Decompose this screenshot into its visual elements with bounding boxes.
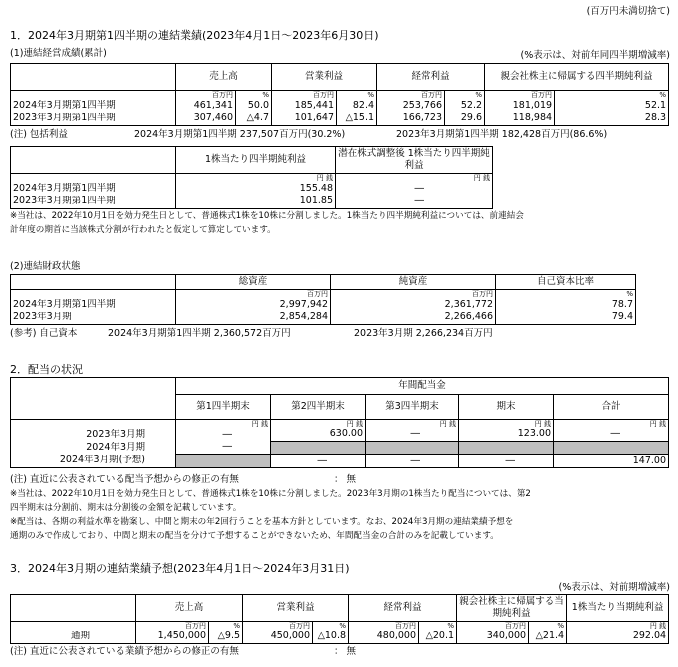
cell-blank bbox=[459, 442, 554, 455]
dividend-note-line: 通期のみで作成しており、中間と期末の配当を分けて予想することができないため、年間配当金の合計のみを記載しています。 bbox=[10, 531, 499, 541]
cell: 1,450,000 bbox=[136, 631, 209, 644]
row-label: 2024年3月期第1四半期 bbox=[11, 183, 176, 196]
header-operating-income: 営業利益 bbox=[272, 64, 377, 91]
header-q1: 第1四半期末 bbox=[176, 395, 271, 420]
unit-blank bbox=[11, 91, 176, 100]
cell: 147.00 bbox=[554, 455, 669, 468]
section4-title: 3．2024年3月期の連結業績予想(2023年4月1日～2024年3月31日) bbox=[10, 562, 350, 575]
dividend-note-line: 四半期末は分割前、期末は分割後の金額を記載しています。 bbox=[10, 503, 242, 513]
blank-header bbox=[11, 275, 176, 290]
section2-title: (2)連結財政状態 bbox=[10, 261, 81, 272]
unit-pct: % bbox=[496, 290, 636, 299]
cell-blank bbox=[271, 442, 366, 455]
cell: △9.5 bbox=[209, 631, 243, 644]
cell: ― bbox=[336, 196, 493, 209]
header-total: 合計 bbox=[554, 395, 669, 420]
table-row bbox=[11, 442, 669, 455]
unit-mil: 百万円 bbox=[136, 622, 209, 631]
cell: 28.3 bbox=[555, 113, 669, 126]
header-net-income: 親会社株主に帰属する四半期純利益 bbox=[485, 64, 669, 91]
row-label: 2023年3月期第1四半期 bbox=[11, 196, 176, 209]
section3-title: 2．配当の状況 bbox=[10, 363, 83, 376]
cell: 166,723 bbox=[377, 113, 445, 126]
section1-subtitle: (1)連結経営成績(累計) bbox=[10, 48, 107, 59]
equity-ref-label: (参考) 自己資本 bbox=[10, 328, 78, 339]
unit-pct: % bbox=[445, 91, 485, 100]
unit-mil: 百万円 bbox=[457, 622, 529, 631]
cell: △21.4 bbox=[529, 631, 567, 644]
unit-pct: % bbox=[555, 91, 669, 100]
unit-yen: 円 銭 bbox=[336, 174, 493, 183]
header-q2: 第2四半期末 bbox=[271, 395, 366, 420]
row-label: 2023年3月期 bbox=[11, 312, 176, 325]
cell: 292.04 bbox=[567, 631, 669, 644]
unit-blank bbox=[11, 174, 176, 183]
eps-table bbox=[10, 146, 493, 209]
unit-mil: 百万円 bbox=[272, 91, 337, 100]
row-label: 2023年3月期 bbox=[11, 429, 176, 442]
cell: 307,460 bbox=[176, 113, 236, 126]
cell: ― bbox=[176, 442, 271, 455]
cell: 118,984 bbox=[485, 113, 555, 126]
cell: 78.7 bbox=[496, 299, 636, 312]
cell: 82.4 bbox=[337, 100, 377, 113]
cell: 101.85 bbox=[176, 196, 336, 209]
operating-results-table bbox=[10, 63, 669, 126]
row-label: 2024年3月期第1四半期 bbox=[11, 100, 176, 113]
table-row bbox=[11, 455, 669, 468]
cell: 630.00 bbox=[271, 429, 366, 442]
cell: △4.7 bbox=[236, 113, 272, 126]
unit-yen: 円 銭 bbox=[176, 174, 336, 183]
cell-blank bbox=[554, 442, 669, 455]
section1-title: 1．2024年3月期第1四半期の連結業績(2023年4月1日～2023年6月30日) bbox=[10, 29, 379, 42]
cell: 181,019 bbox=[485, 100, 555, 113]
cell: 52.2 bbox=[445, 100, 485, 113]
unit-blank bbox=[11, 290, 176, 299]
table-row bbox=[11, 312, 636, 325]
cell-blank bbox=[176, 455, 271, 468]
header-q3: 第3四半期末 bbox=[366, 395, 459, 420]
forecast-revision-value: ： 無 bbox=[334, 646, 357, 657]
dividend-revision-value: ： 無 bbox=[334, 474, 357, 485]
table-row bbox=[11, 183, 493, 196]
dividend-note-line: ※配当は、各期の利益水準を勘案し、中間と期末の年2回行うことを基本方針としています。なお、2024年3月期の連結業績予想を bbox=[10, 517, 514, 527]
cell: 480,000 bbox=[349, 631, 419, 644]
header-eps: 1株当たり四半期純利益 bbox=[176, 147, 336, 174]
unit-pct: % bbox=[337, 91, 377, 100]
row-label: 通期 bbox=[11, 631, 136, 644]
financial-position-table bbox=[10, 274, 636, 325]
cell: 450,000 bbox=[243, 631, 313, 644]
unit-pct: % bbox=[313, 622, 349, 631]
row-label: 2024年3月期 bbox=[11, 442, 176, 455]
cell: ― bbox=[176, 429, 271, 442]
unit-blank bbox=[11, 622, 136, 631]
section4-pct-note: (%表示は、対前期増減率) bbox=[558, 582, 670, 593]
equity-ref-current: 2024年3月期第1四半期 2,360,572百万円 bbox=[108, 328, 291, 339]
cell: 2,854,284 bbox=[176, 312, 331, 325]
unit-yen: 円 銭 bbox=[567, 622, 669, 631]
unit-blank bbox=[11, 420, 176, 429]
unit-yen: 円 銭 bbox=[176, 420, 271, 429]
unit-mil: 百万円 bbox=[349, 622, 419, 631]
unit-pct: % bbox=[209, 622, 243, 631]
header-annual-dividend: 年間配当金 bbox=[176, 378, 669, 395]
cell: 79.4 bbox=[496, 312, 636, 325]
unit-yen: 円 銭 bbox=[554, 420, 669, 429]
unit-mil: 百万円 bbox=[377, 91, 445, 100]
cell: 461,341 bbox=[176, 100, 236, 113]
cell: 253,766 bbox=[377, 100, 445, 113]
cell: 2,997,942 bbox=[176, 299, 331, 312]
unit-yen: 円 銭 bbox=[459, 420, 554, 429]
comprehensive-income-current: 2024年3月期第1四半期 237,507百万円(30.2%) bbox=[134, 129, 346, 140]
blank-header bbox=[11, 378, 176, 395]
header-ordinary-income: 経常利益 bbox=[377, 64, 485, 91]
comprehensive-income-label: (注) 包括利益 bbox=[10, 129, 68, 140]
header-diluted-eps: 潜在株式調整後 1株当たり四半期純利益 bbox=[336, 147, 493, 174]
cell: 2,266,466 bbox=[331, 312, 496, 325]
section1-pct-note: (%表示は、対前年同四半期増減率) bbox=[520, 50, 670, 61]
cell: 50.0 bbox=[236, 100, 272, 113]
header-operating-income: 営業利益 bbox=[243, 595, 349, 622]
blank-header bbox=[11, 147, 176, 174]
table-row bbox=[11, 631, 669, 644]
cell: 101,647 bbox=[272, 113, 337, 126]
row-label: 2024年3月期(予想) bbox=[11, 455, 176, 468]
header-eps: 1株当たり当期純利益 bbox=[567, 595, 669, 622]
header-total-assets: 総資産 bbox=[176, 275, 331, 290]
cell: ― bbox=[271, 455, 366, 468]
dividend-note-line: ※当社は、2022年10月1日を効力発生日として、普通株式1株を10株に分割しました。2023年3月期の1株当たり配当については、第2 bbox=[10, 489, 531, 499]
eps-note-line2: 計年度の期首に当該株式分割が行われたと仮定して算定しています。 bbox=[10, 225, 276, 235]
cell: 155.48 bbox=[176, 183, 336, 196]
row-label: 2023年3月期第1四半期 bbox=[11, 113, 176, 126]
blank-header bbox=[11, 395, 176, 420]
cell: 29.6 bbox=[445, 113, 485, 126]
unit-mil: 百万円 bbox=[485, 91, 555, 100]
row-label: 2024年3月期第1四半期 bbox=[11, 299, 176, 312]
header-net-income: 親会社株主に帰属する当期純利益 bbox=[457, 595, 567, 622]
header-ordinary-income: 経常利益 bbox=[349, 595, 457, 622]
equity-ref-previous: 2023年3月期 2,266,234百万円 bbox=[354, 328, 493, 339]
table-row bbox=[11, 113, 669, 126]
table-row bbox=[11, 299, 636, 312]
unit-mil: 百万円 bbox=[331, 290, 496, 299]
unit-pct: % bbox=[529, 622, 567, 631]
table-row bbox=[11, 429, 669, 442]
eps-note-line1: ※当社は、2022年10月1日を効力発生日として、普通株式1株を10株に分割しました。1株当たり四半期純利益については、前連結会 bbox=[10, 211, 524, 221]
table-row bbox=[11, 100, 669, 113]
header-equity-ratio: 自己資本比率 bbox=[496, 275, 636, 290]
table-row bbox=[11, 196, 493, 209]
cell: 340,000 bbox=[457, 631, 529, 644]
header-net-assets: 純資産 bbox=[331, 275, 496, 290]
unit-yen: 円 銭 bbox=[271, 420, 366, 429]
cell: ― bbox=[366, 429, 459, 442]
unit-pct: % bbox=[236, 91, 272, 100]
unit-mil: 百万円 bbox=[243, 622, 313, 631]
cell: ― bbox=[554, 429, 669, 442]
dividends-table bbox=[10, 377, 669, 468]
cell: △10.8 bbox=[313, 631, 349, 644]
dividend-revision-label: (注) 直近に公表されている配当予想からの修正の有無 bbox=[10, 474, 239, 485]
header-sales: 売上高 bbox=[176, 64, 272, 91]
cell: 2,361,772 bbox=[331, 299, 496, 312]
unit-yen: 円 銭 bbox=[366, 420, 459, 429]
cell: 185,441 bbox=[272, 100, 337, 113]
cell: 52.1 bbox=[555, 100, 669, 113]
forecast-revision-label: (注) 直近に公表されている業績予想からの修正の有無 bbox=[10, 646, 239, 657]
comprehensive-income-previous: 2023年3月期第1四半期 182,428百万円(86.6%) bbox=[396, 129, 608, 140]
cell: △15.1 bbox=[337, 113, 377, 126]
unit-note: (百万円未満切捨て) bbox=[586, 6, 670, 17]
blank-header bbox=[11, 64, 176, 91]
unit-mil: 百万円 bbox=[176, 91, 236, 100]
cell: 123.00 bbox=[459, 429, 554, 442]
cell: ― bbox=[336, 183, 493, 196]
cell: ― bbox=[459, 455, 554, 468]
cell: △20.1 bbox=[419, 631, 457, 644]
cell: ― bbox=[366, 455, 459, 468]
cell-blank bbox=[366, 442, 459, 455]
header-year-end: 期末 bbox=[459, 395, 554, 420]
unit-mil: 百万円 bbox=[176, 290, 331, 299]
unit-pct: % bbox=[419, 622, 457, 631]
forecast-table bbox=[10, 594, 669, 644]
blank-header bbox=[11, 595, 136, 622]
header-sales: 売上高 bbox=[136, 595, 243, 622]
